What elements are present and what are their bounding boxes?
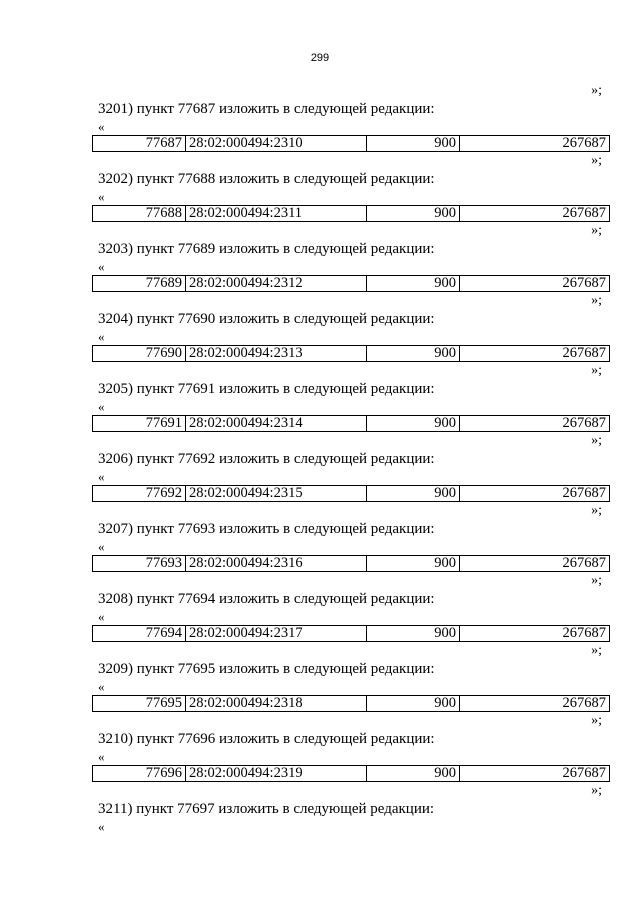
value-cell: 267687 <box>460 206 610 222</box>
amendment-entry <box>92 572 610 642</box>
record-table <box>92 205 610 222</box>
item-number-cell: 77691 <box>93 416 186 432</box>
amendment-entry <box>92 502 610 572</box>
area-cell: 900 <box>367 766 460 782</box>
table-row <box>93 416 610 432</box>
amendment-heading: 3201) пункт 77687 изложить в следующей редакции: <box>98 101 435 117</box>
closing-quote: »; <box>591 573 602 588</box>
record-table <box>92 695 610 712</box>
table-row <box>93 276 610 292</box>
closing-quote: »; <box>591 223 602 238</box>
area-cell: 900 <box>367 276 460 292</box>
page-number: 299 <box>310 52 330 64</box>
amendment-entry <box>92 642 610 712</box>
cadastral-number-cell: 28:02:000494:2317 <box>186 626 367 642</box>
value-cell: 267687 <box>460 276 610 292</box>
amendment-heading: 3204) пункт 77690 изложить в следующей редакции: <box>98 311 435 327</box>
closing-quote: »; <box>591 83 602 98</box>
cadastral-number-cell: 28:02:000494:2315 <box>186 486 367 502</box>
table-row <box>93 486 610 502</box>
area-cell: 900 <box>367 626 460 642</box>
record-table <box>92 415 610 432</box>
amendment-entry <box>92 362 610 432</box>
cadastral-number-cell: 28:02:000494:2319 <box>186 766 367 782</box>
closing-quote: »; <box>591 363 602 378</box>
value-cell: 267687 <box>460 416 610 432</box>
amendment-heading: 3203) пункт 77689 изложить в следующей редакции: <box>98 241 435 257</box>
amendment-heading: 3205) пункт 77691 изложить в следующей редакции: <box>98 381 435 397</box>
cadastral-number-cell: 28:02:000494:2316 <box>186 556 367 572</box>
value-cell: 267687 <box>460 626 610 642</box>
area-cell: 900 <box>367 486 460 502</box>
closing-quote: »; <box>591 153 602 168</box>
value-cell: 267687 <box>460 346 610 362</box>
cadastral-number-cell: 28:02:000494:2310 <box>186 136 367 152</box>
amendment-heading: 3211) пункт 77697 изложить в следующей редакции: <box>98 801 435 817</box>
record-table <box>92 555 610 572</box>
opening-quote: « <box>98 469 105 484</box>
amendment-entry <box>92 432 610 502</box>
item-number-cell: 77694 <box>93 626 186 642</box>
value-cell: 267687 <box>460 486 610 502</box>
area-cell: 900 <box>367 136 460 152</box>
value-cell: 267687 <box>460 136 610 152</box>
amendment-entry <box>92 82 610 152</box>
opening-quote: « <box>98 609 105 624</box>
closing-quote: »; <box>591 713 602 728</box>
opening-quote: « <box>98 189 105 204</box>
table-row <box>93 556 610 572</box>
item-number-cell: 77690 <box>93 346 186 362</box>
value-cell: 267687 <box>460 556 610 572</box>
item-number-cell: 77696 <box>93 766 186 782</box>
opening-quote: « <box>98 679 105 694</box>
closing-quote: »; <box>591 783 602 798</box>
opening-quote: « <box>98 819 105 834</box>
amendment-heading: 3210) пункт 77696 изложить в следующей редакции: <box>98 731 435 747</box>
amendment-heading: 3202) пункт 77688 изложить в следующей редакции: <box>98 171 435 187</box>
opening-quote: « <box>98 539 105 554</box>
item-number-cell: 77695 <box>93 696 186 712</box>
table-row <box>93 206 610 222</box>
opening-quote: « <box>98 259 105 274</box>
area-cell: 900 <box>367 416 460 432</box>
closing-quote: »; <box>591 433 602 448</box>
amendment-entry <box>92 222 610 292</box>
amendment-heading: 3209) пункт 77695 изложить в следующей редакции: <box>98 661 435 677</box>
cadastral-number-cell: 28:02:000494:2314 <box>186 416 367 432</box>
table-row <box>93 136 610 152</box>
cadastral-number-cell: 28:02:000494:2312 <box>186 276 367 292</box>
opening-quote: « <box>98 399 105 414</box>
closing-quote: »; <box>591 293 602 308</box>
amendment-entry <box>92 292 610 362</box>
record-table <box>92 135 610 152</box>
closing-quote: »; <box>591 503 602 518</box>
item-number-cell: 77687 <box>93 136 186 152</box>
amendment-heading: 3206) пункт 77692 изложить в следующей редакции: <box>98 451 435 467</box>
table-row <box>93 346 610 362</box>
cadastral-number-cell: 28:02:000494:2318 <box>186 696 367 712</box>
closing-quote: »; <box>591 643 602 658</box>
area-cell: 900 <box>367 696 460 712</box>
table-row <box>93 766 610 782</box>
amendment-entry <box>92 152 610 222</box>
amendment-heading: 3208) пункт 77694 изложить в следующей редакции: <box>98 591 435 607</box>
area-cell: 900 <box>367 346 460 362</box>
item-number-cell: 77692 <box>93 486 186 502</box>
entries-list <box>92 82 610 782</box>
opening-quote: « <box>98 329 105 344</box>
value-cell: 267687 <box>460 766 610 782</box>
record-table <box>92 765 610 782</box>
item-number-cell: 77693 <box>93 556 186 572</box>
table-row <box>93 626 610 642</box>
document-body <box>92 82 610 835</box>
item-number-cell: 77688 <box>93 206 186 222</box>
table-row <box>93 696 610 712</box>
record-table <box>92 275 610 292</box>
cadastral-number-cell: 28:02:000494:2313 <box>186 346 367 362</box>
amendment-entry <box>92 712 610 782</box>
record-table <box>92 485 610 502</box>
cadastral-number-cell: 28:02:000494:2311 <box>186 206 367 222</box>
item-number-cell: 77689 <box>93 276 186 292</box>
area-cell: 900 <box>367 556 460 572</box>
amendment-heading: 3207) пункт 77693 изложить в следующей редакции: <box>98 521 435 537</box>
opening-quote: « <box>98 119 105 134</box>
opening-quote: « <box>98 749 105 764</box>
area-cell: 900 <box>367 206 460 222</box>
value-cell: 267687 <box>460 696 610 712</box>
record-table <box>92 625 610 642</box>
record-table <box>92 345 610 362</box>
